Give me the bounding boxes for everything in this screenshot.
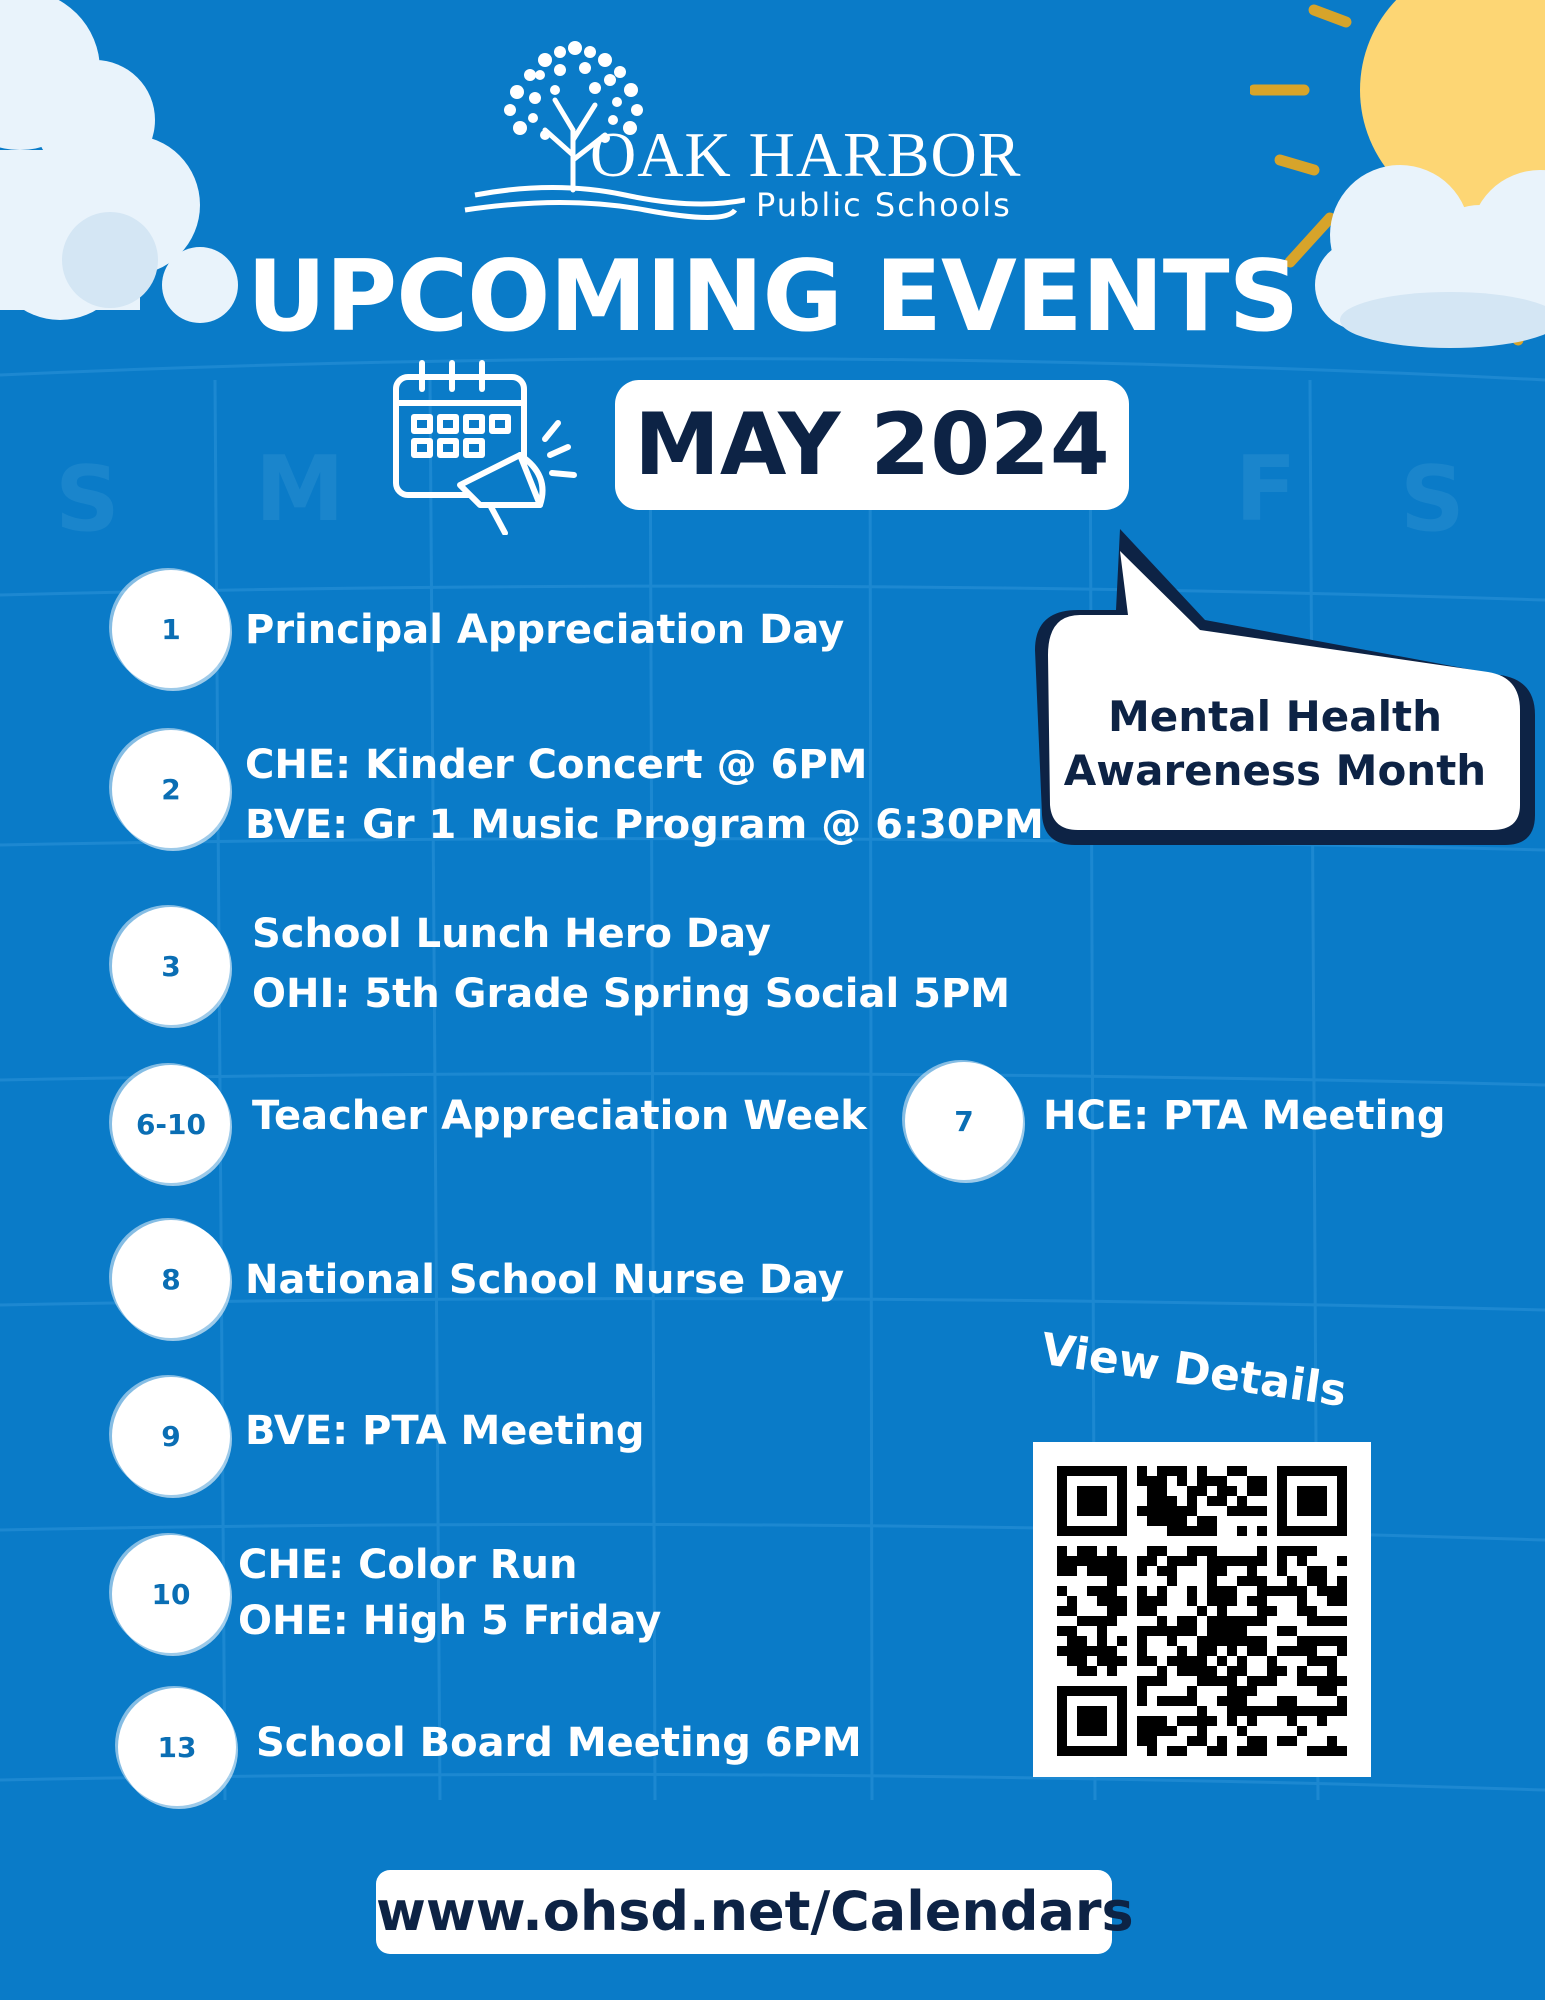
event-badge-1: 1 [112, 570, 230, 688]
page-title: UPCOMING EVENTS [246, 240, 1299, 354]
event-badge-9: 13 [118, 1688, 236, 1806]
event-badge-3: 3 [112, 907, 230, 1025]
calendar-url-link[interactable]: www.ohsd.net/Calendars [376, 1870, 1112, 1954]
month-label: MAY 2024 [615, 380, 1129, 510]
callout-line-1: Mental Health [1108, 692, 1442, 741]
event-text-2 [245, 735, 1044, 855]
event-line: CHE: Color Run [238, 1542, 578, 1588]
grid-letter-f: F [1235, 437, 1297, 542]
event-badge-6: 8 [112, 1220, 230, 1338]
logo-subtitle: Public Schools [756, 186, 1012, 224]
event-line: BVE: Gr 1 Music Program @ 6:30PM [245, 802, 1044, 848]
event-badge-8: 10 [112, 1535, 230, 1653]
qr-code-icon [1033, 1442, 1371, 1777]
event-line: BVE: PTA Meeting [245, 1408, 645, 1454]
event-line: School Lunch Hero Day [252, 911, 771, 957]
grid-letter-s2: S [1400, 447, 1465, 552]
event-badge-2: 2 [112, 730, 230, 848]
calendar-megaphone-icon [390, 355, 580, 535]
callout-text [1040, 690, 1510, 798]
event-line: HCE: PTA Meeting [1043, 1093, 1446, 1139]
callout-line-2: Awareness Month [1063, 746, 1487, 795]
event-line: Principal Appreciation Day [245, 607, 845, 653]
event-line: OHI: 5th Grade Spring Social 5PM [252, 971, 1011, 1017]
event-badge-7: 9 [112, 1377, 230, 1495]
event-line: OHE: High 5 Friday [238, 1598, 662, 1644]
event-badge-5: 7 [905, 1062, 1023, 1180]
event-text-3 [252, 904, 1010, 1024]
event-line: Teacher Appreciation Week [252, 1093, 867, 1139]
event-line: CHE: Kinder Concert @ 6PM [245, 742, 868, 788]
event-badge-4: 6-10 [112, 1065, 230, 1183]
event-line: National School Nurse Day [245, 1257, 845, 1303]
event-text-9 [256, 1713, 862, 1773]
event-text-5 [1043, 1086, 1445, 1146]
event-text-8 [238, 1537, 661, 1649]
grid-letter-s: S [55, 447, 120, 552]
grid-letter-m: M [255, 437, 345, 542]
event-text-6 [245, 1250, 844, 1310]
logo-wordmark: OAK HARBOR [590, 119, 1022, 190]
event-text-7 [245, 1401, 644, 1461]
qr-code-frame[interactable] [1033, 1442, 1371, 1777]
view-details-label: View Details [1037, 1323, 1350, 1418]
event-text-1 [245, 600, 844, 660]
event-line: School Board Meeting 6PM [256, 1720, 862, 1766]
event-text-4 [252, 1086, 867, 1146]
